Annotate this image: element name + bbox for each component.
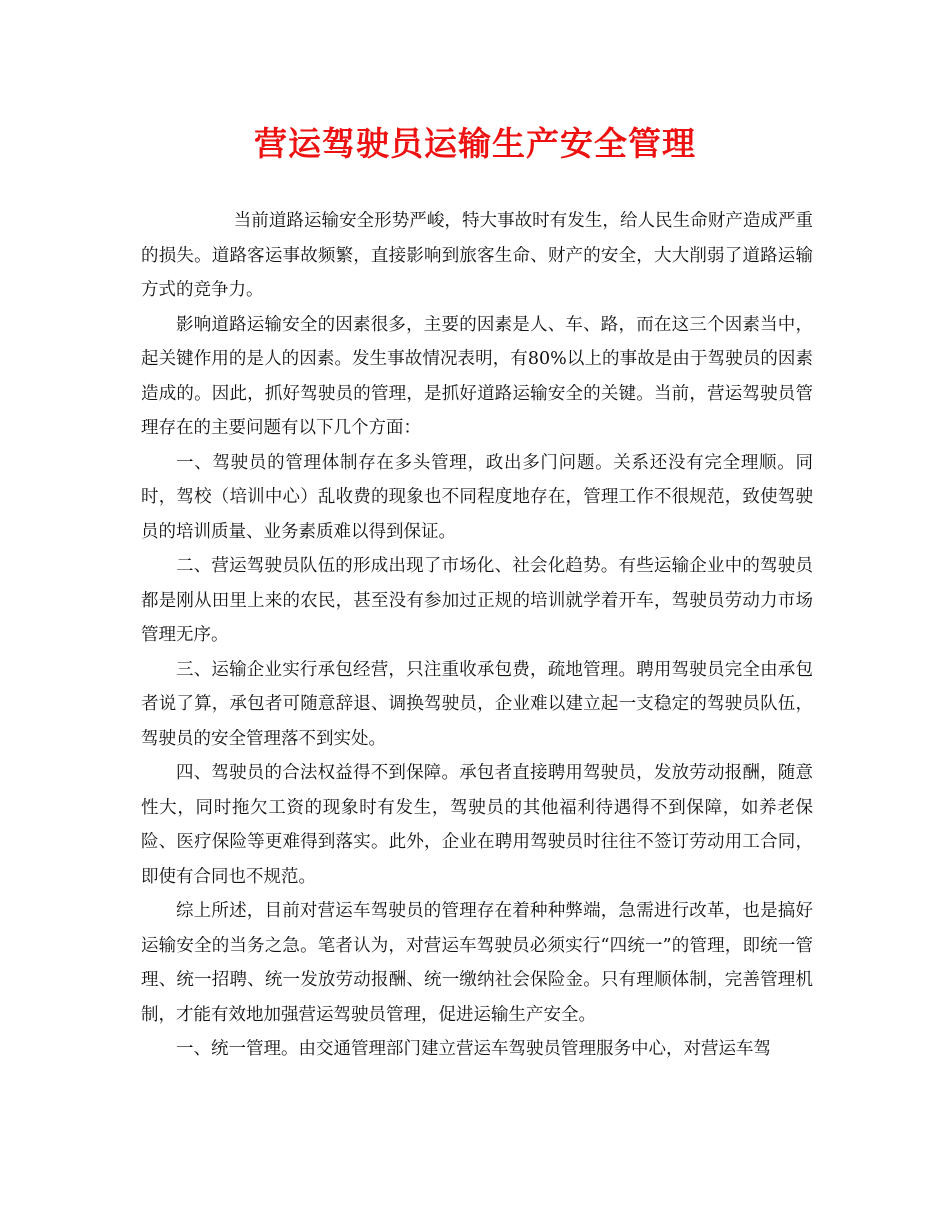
document-title: 营运驾驶员运输生产安全管理: [254, 124, 696, 163]
document-body: [141, 204, 813, 1067]
paragraph: 四、驾驶员的合法权益得不到保障。承包者直接聘用驾驶员，发放劳动报酬，随意性大，同时拖欠工资的现象时有发生，驾驶员的其他福利待遇得不到保障，如养老保险、医疗保险等更难得到落实。此外，企业在聘用驾驶员时往往不签订劳动用工合同，即使有合同也不规范。: [141, 763, 813, 887]
paragraph: 影响道路运输安全的因素很多，主要的因素是人、车、路，而在这三个因素当中，起关键作用的是人的因素。发生事故情况表明，有80%以上的事故是由于驾驶员的因素造成的。因此，抓好驾驶员的管理，是抓好道路运输安全的关键。当前，营运驾驶员管理存在的主要问题有以下几个方面：: [141, 314, 813, 438]
paragraph: 二、营运驾驶员队伍的形成出现了市场化、社会化趋势。有些运输企业中的驾驶员都是刚从田里上来的农民，甚至没有参加过正规的培训就学着开车，驾驶员劳动力市场管理无序。: [141, 556, 813, 645]
paragraph: 当前道路运输安全形势严峻，特大事故时有发生，给人民生命财产造成严重的损失。道路客运事故频繁，直接影响到旅客生命、财产的安全，大大削弱了道路运输方式的竞争力。: [141, 211, 813, 300]
paragraph: 综上所述，目前对营运车驾驶员的管理存在着种种弊端，急需进行改革，也是搞好运输安全的当务之急。笔者认为，对营运车驾驶员必须实行“四统一”的管理，即统一管理、统一招聘、统一发放劳动报酬、统一缴纳社会保险金。只有理顺体制，完善管理机制，才能有效地加强营运驾驶员管理，促进运输生产安全。: [141, 901, 813, 1025]
paragraph: 一、统一管理。由交通管理部门建立营运车驾驶员管理服务中心，对营运车驾: [176, 1039, 771, 1059]
paragraph: 三、运输企业实行承包经营，只注重收承包费，疏地管理。聘用驾驶员完全由承包者说了算，承包者可随意辞退、调换驾驶员，企业难以建立起一支稳定的驾驶员队伍，驾驶员的安全管理落不到实处。: [141, 659, 813, 749]
paragraph: 一、驾驶员的管理体制存在多头管理，政出多门问题。关系还没有完全理顺。同时，驾校（培训中心）乱收费的现象也不同程度地存在，管理工作不很规范，致使驾驶员的培训质量、业务素质难以得到保证。: [141, 452, 813, 542]
